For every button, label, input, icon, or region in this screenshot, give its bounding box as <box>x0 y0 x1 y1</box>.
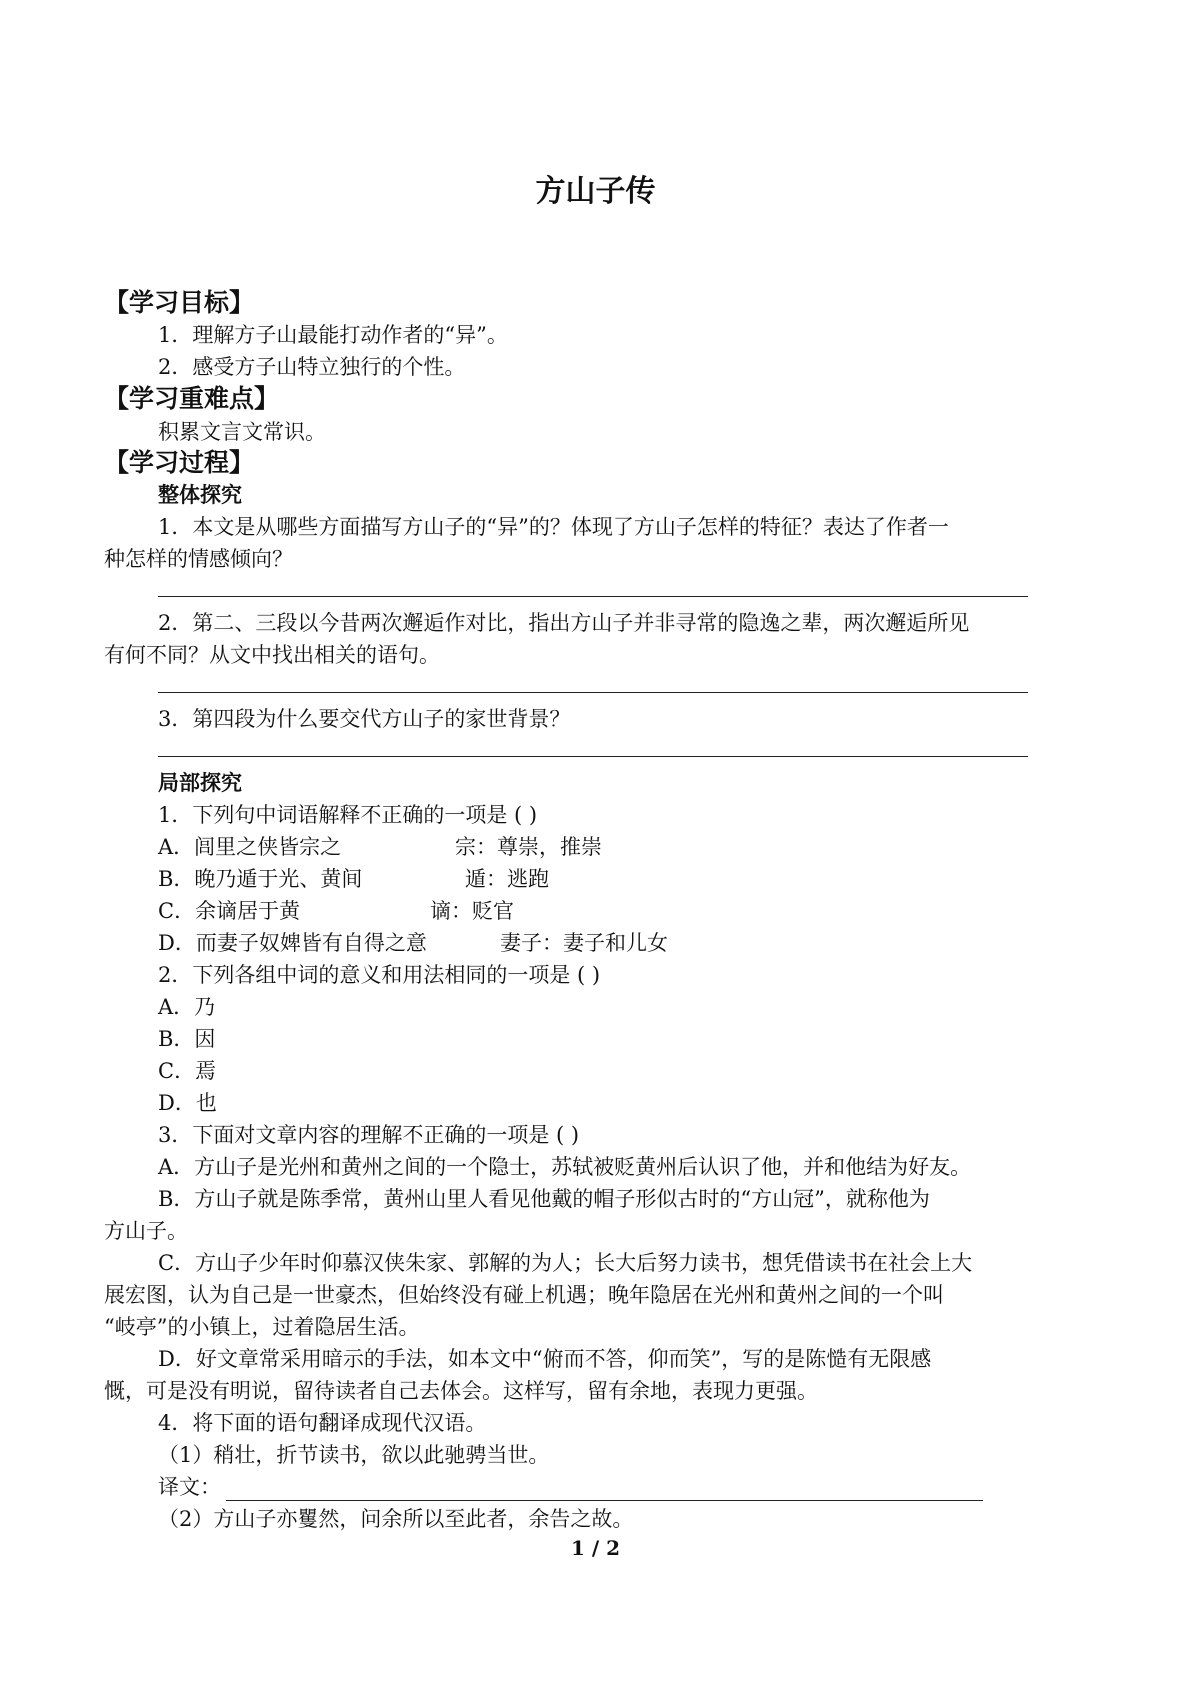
answer-line <box>226 1500 983 1501</box>
question-text: 有何不同？从文中找出相关的语句。 <box>104 643 440 667</box>
question-text: 种怎样的情感倾向？ <box>104 547 293 571</box>
option-text: C．焉 <box>158 1059 217 1083</box>
option-text: “岐亭”的小镇上，过着隐居生活。 <box>104 1315 420 1339</box>
page-number: 1 / 2 <box>570 1536 621 1560</box>
keypoint-text: 积累文言文常识。 <box>158 420 326 444</box>
subsection-header-local: 局部探究 <box>158 770 242 795</box>
question-stem: 2．下列各组中词的意义和用法相同的一项是 ( ) <box>158 963 601 987</box>
option-gloss: 遁：逃跑 <box>465 867 549 891</box>
question-stem: 1．下列句中词语解释不正确的一项是 ( ) <box>158 803 538 827</box>
option-text: C．方山子少年时仰慕汉侠朱家、郭解的为人；长大后努力读书，想凭借读书在社会上大 <box>158 1251 973 1275</box>
option-text: A．方山子是光州和黄州之间的一个隐士，苏轼被贬黄州后认识了他，并和他结为好友。 <box>158 1155 972 1179</box>
option-text: D．也 <box>158 1091 217 1115</box>
page-title: 方山子传 <box>535 174 656 209</box>
option-text: C．余谪居于黄 <box>158 899 301 923</box>
option-gloss: 谪：贬官 <box>430 899 514 923</box>
option-text: 方山子。 <box>104 1219 188 1243</box>
sentence-text: （2）方山子亦矍然，问余所以至此者，余告之故。 <box>158 1507 634 1531</box>
question-stem: 4．将下面的语句翻译成现代汉语。 <box>158 1411 487 1435</box>
question-text: 3．第四段为什么要交代方山子的家世背景？ <box>158 707 571 731</box>
option-text: B．方山子就是陈季常，黄州山里人看见他戴的帽子形似古时的“方山冠”，就称他为 <box>158 1187 930 1211</box>
answer-line <box>158 692 1028 693</box>
answer-line <box>158 596 1028 597</box>
goal-item: 2．感受方子山特立独行的个性。 <box>158 355 466 379</box>
option-text: 展宏图，认为自己是一世豪杰，但始终没有碰上机遇；晚年隐居在光州和黄州之间的一个叫 <box>104 1283 944 1307</box>
option-text: B．因 <box>158 1027 216 1051</box>
option-text: 慨，可是没有明说，留待读者自己去体会。这样写，留有余地，表现力更强。 <box>104 1379 818 1403</box>
option-gloss: 妻子：妻子和儿女 <box>500 931 668 955</box>
answer-line <box>158 756 1028 757</box>
subsection-header-overall: 整体探究 <box>158 482 242 507</box>
goal-item: 1．理解方子山最能打动作者的“异”。 <box>158 323 508 347</box>
option-gloss: 宗：尊崇，推崇 <box>455 835 602 859</box>
section-header-process: 【学习过程】 <box>104 448 255 477</box>
option-text: B．晚乃遁于光、黄间 <box>158 867 363 891</box>
option-text: A．乃 <box>158 995 216 1019</box>
answer-label: 译文： <box>158 1475 221 1499</box>
section-header-goals: 【学习目标】 <box>104 288 255 317</box>
question-text: 2．第二、三段以今昔两次邂逅作对比，指出方山子并非寻常的隐逸之辈，两次邂逅所见 <box>158 611 970 635</box>
question-text: 1．本文是从哪些方面描写方山子的“异”的？体现了方山子怎样的特征？表达了作者一 <box>158 515 949 539</box>
question-stem: 3．下面对文章内容的理解不正确的一项是 ( ) <box>158 1123 580 1147</box>
option-text: A．闾里之侠皆宗之 <box>158 835 342 859</box>
section-header-keypoints: 【学习重难点】 <box>104 384 280 413</box>
option-text: D．而妻子奴婢皆有自得之意 <box>158 931 427 955</box>
sentence-text: （1）稍壮，折节读书，欲以此驰骋当世。 <box>158 1443 550 1467</box>
option-text: D．好文章常采用暗示的手法，如本文中“俯而不答，仰而笑”，写的是陈慥有无限感 <box>158 1347 932 1371</box>
